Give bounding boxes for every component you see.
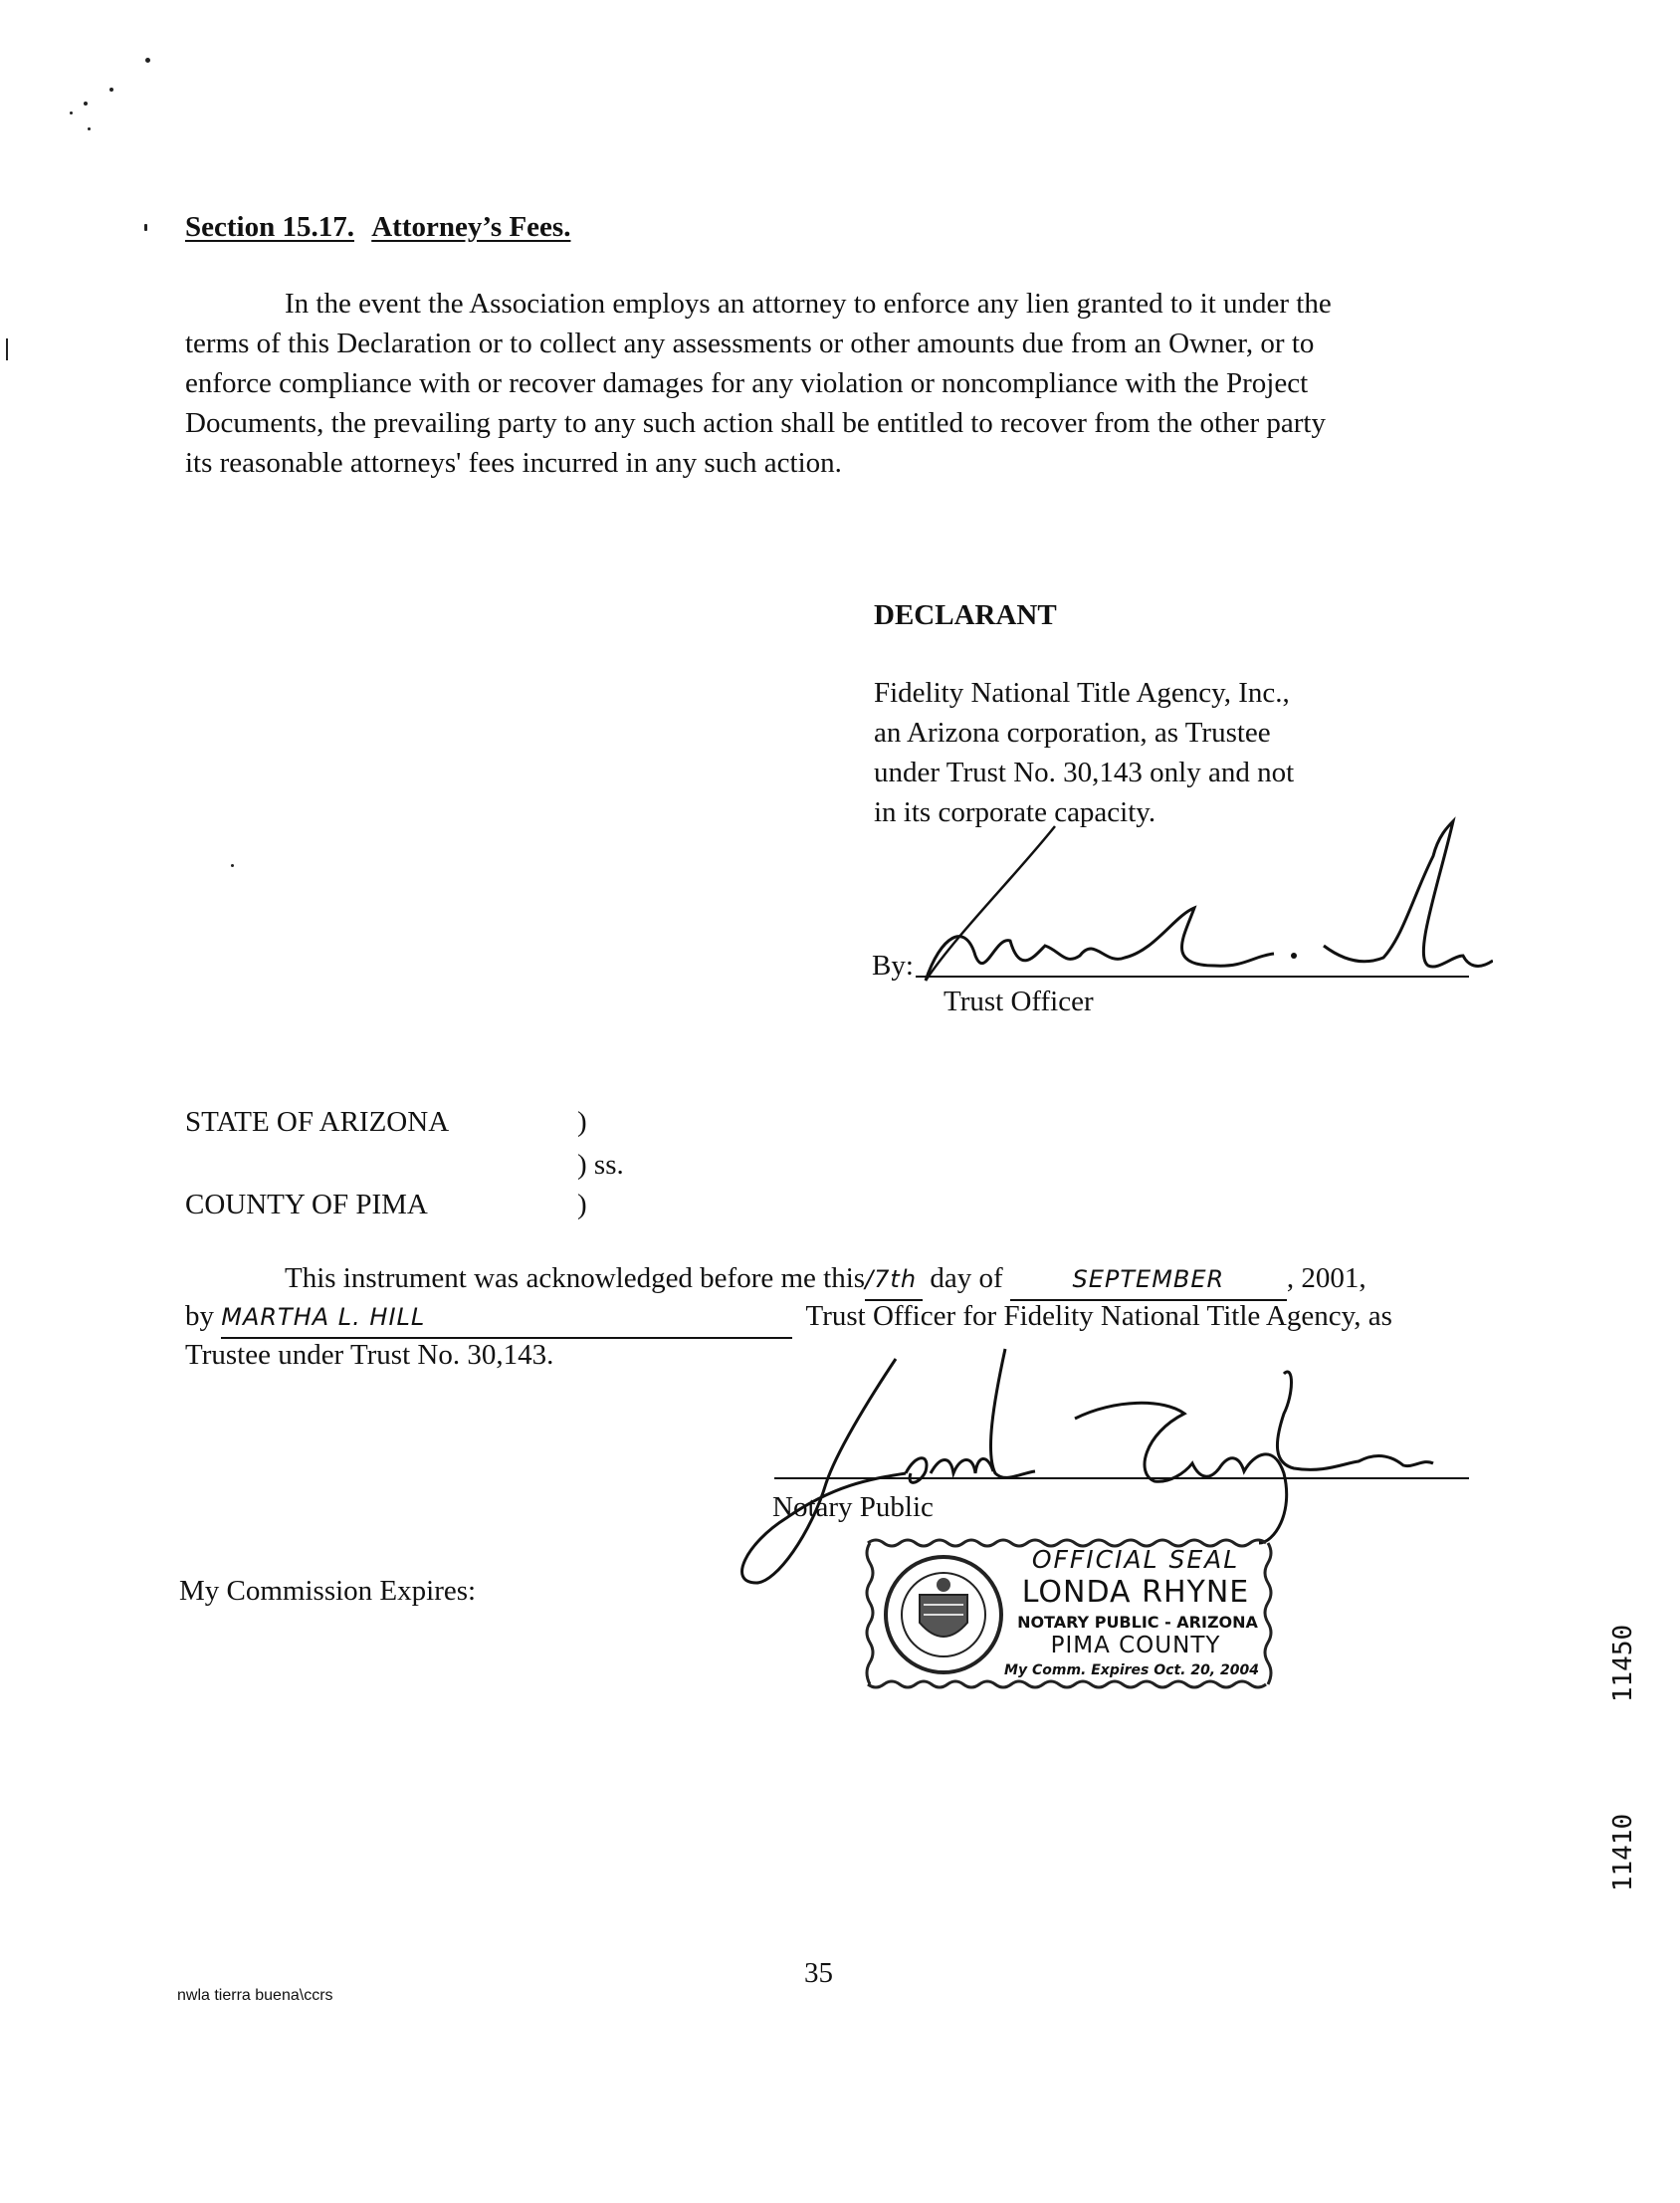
ack-day-handwritten: /7th bbox=[865, 1259, 923, 1301]
seal-line-1: OFFICIAL SEAL bbox=[1031, 1545, 1240, 1574]
ack-by: by bbox=[185, 1300, 214, 1332]
declarant-line: an Arizona corporation, as Trustee bbox=[874, 717, 1271, 749]
body-line: enforce compliance with or recover damages for any violation or noncompliance with the Project bbox=[185, 367, 1309, 399]
ack-text: Trust Officer for Fidelity National Title Agency, as bbox=[805, 1300, 1392, 1332]
page-number: 35 bbox=[804, 1957, 833, 1989]
venue-state: STATE OF ARIZONA bbox=[185, 1106, 450, 1138]
ack-name-handwritten: MARTHA L. HILL bbox=[221, 1297, 792, 1339]
ack-line-1 bbox=[285, 1258, 1366, 1301]
ack-month-handwritten: SEPTEMBER bbox=[1010, 1259, 1287, 1301]
ack-text: , 2001, bbox=[1286, 1262, 1366, 1294]
seal-line-5: My Comm. Expires Oct. 20, 2004 bbox=[1004, 1662, 1259, 1678]
venue-paren: ) bbox=[577, 1189, 587, 1220]
declarant-line: under Trust No. 30,143 only and not bbox=[874, 757, 1295, 788]
body-line: Documents, the prevailing party to any such action shall be entitled to recover from the other party bbox=[185, 407, 1326, 439]
ack-line-2 bbox=[185, 1296, 1392, 1339]
seal-line-2: LONDA RHYNE bbox=[1021, 1575, 1250, 1610]
ack-text: day of bbox=[930, 1262, 1003, 1294]
signer-title: Trust Officer bbox=[944, 986, 1094, 1017]
by-label: By: bbox=[872, 950, 914, 982]
section-title: Attorney’s Fees. bbox=[371, 211, 571, 243]
body-line: terms of this Declaration or to collect any assessments or other amounts due from an Owner, or to bbox=[185, 328, 1315, 359]
declarant-line: Fidelity National Title Agency, Inc., bbox=[874, 677, 1290, 709]
declarant-line: in its corporate capacity. bbox=[874, 796, 1156, 828]
declarant-signature bbox=[896, 816, 1493, 991]
seal-line-4: PIMA COUNTY bbox=[1050, 1633, 1221, 1658]
section-heading bbox=[185, 207, 570, 247]
notary-signature-line bbox=[774, 1477, 1469, 1479]
venue-ss: ) ss. bbox=[577, 1149, 624, 1181]
seal-line-3: NOTARY PUBLIC - ARIZONA bbox=[1017, 1613, 1258, 1632]
venue-paren: ) bbox=[577, 1106, 587, 1138]
footer-file-path: nwla tierra buena\ccrs bbox=[177, 1987, 333, 2004]
commission-label: My Commission Expires: bbox=[179, 1575, 477, 1607]
section-number: Section 15.17. bbox=[185, 211, 354, 243]
body-paragraph bbox=[185, 284, 1479, 483]
notary-seal-stamp bbox=[862, 1533, 1276, 1694]
margin-docket-lower: 11410 bbox=[1608, 1813, 1638, 1892]
margin-docket-upper: 11450 bbox=[1608, 1624, 1638, 1703]
declarant-block bbox=[874, 673, 1294, 832]
ack-text: This instrument was acknowledged before me this bbox=[285, 1262, 866, 1294]
body-line: its reasonable attorneys' fees incurred in any such action. bbox=[185, 447, 842, 479]
ack-line-3: Trustee under Trust No. 30,143. bbox=[185, 1339, 554, 1371]
body-line: In the event the Association employs an attorney to enforce any lien granted to it under the bbox=[285, 288, 1332, 320]
notary-label: Notary Public bbox=[772, 1491, 934, 1523]
declarant-heading: DECLARANT bbox=[874, 599, 1057, 631]
venue-county: COUNTY OF PIMA bbox=[185, 1189, 428, 1220]
